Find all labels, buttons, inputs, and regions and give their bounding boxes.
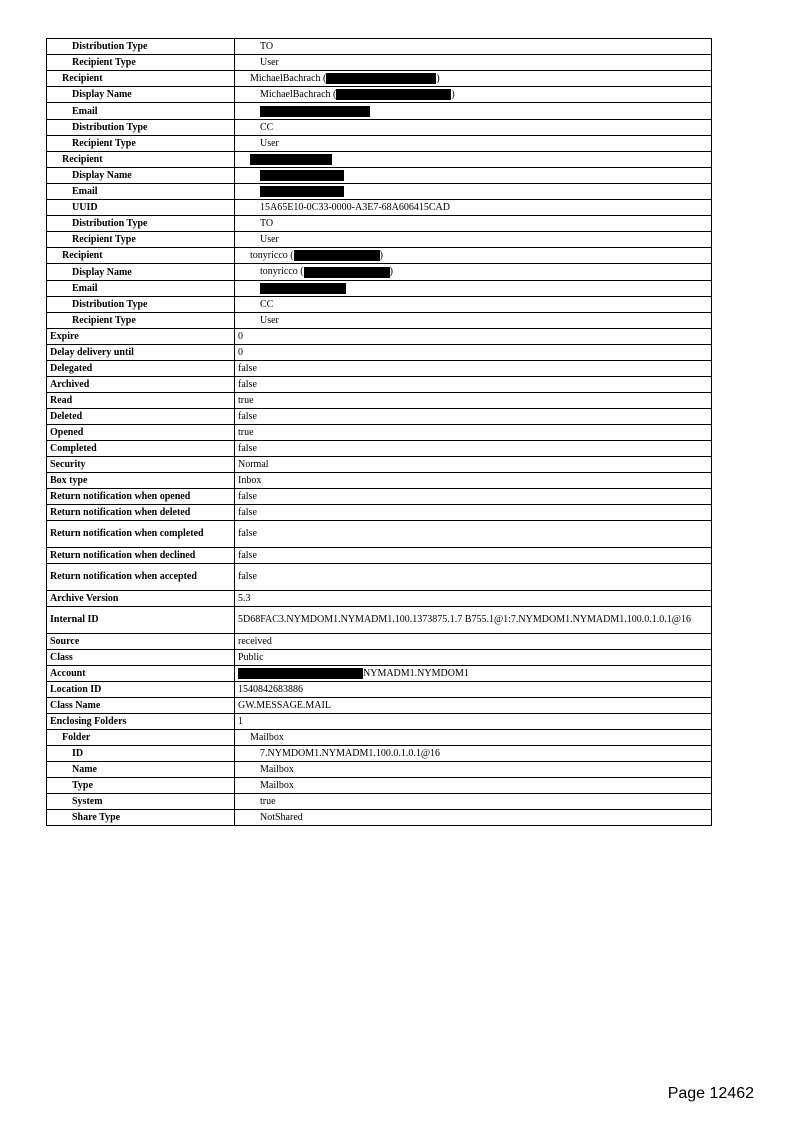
property-value: false <box>238 410 257 422</box>
property-row <box>47 665 712 681</box>
property-value: User <box>260 314 279 326</box>
property-value-cell <box>235 794 712 810</box>
property-row <box>47 184 712 200</box>
property-key: Recipient <box>47 151 235 167</box>
property-key: Display Name <box>47 167 235 183</box>
property-value: GW.MESSAGE.MAIL <box>238 700 331 712</box>
property-value-cell <box>235 488 712 504</box>
property-key: Share Type <box>47 810 235 826</box>
redaction-box <box>260 170 344 181</box>
property-row <box>47 488 712 504</box>
property-value: Mailbox <box>250 732 284 744</box>
property-key: System <box>47 794 235 810</box>
property-row <box>47 408 712 424</box>
property-value: Mailbox <box>260 764 294 776</box>
property-value-cell <box>235 547 712 563</box>
property-value-cell <box>235 264 712 280</box>
property-row <box>47 590 712 606</box>
property-key: Opened <box>47 424 235 440</box>
property-key: Expire <box>47 328 235 344</box>
property-value-cell <box>235 87 712 103</box>
property-key: Delay delivery until <box>47 344 235 360</box>
property-value: CC <box>260 298 274 310</box>
property-value: User <box>260 137 279 149</box>
property-row <box>47 810 712 826</box>
redaction-box <box>336 89 451 100</box>
property-key: Email <box>47 280 235 296</box>
redaction-box <box>260 186 344 197</box>
property-value-cell <box>235 504 712 520</box>
property-value-cell <box>235 456 712 472</box>
property-key: Name <box>47 762 235 778</box>
property-key: Distribution Type <box>47 39 235 55</box>
property-value: 7.NYMDOM1.NYMADM1.100.0.1.0.1@16 <box>260 748 441 760</box>
property-row <box>47 167 712 183</box>
property-value-cell <box>235 328 712 344</box>
property-row <box>47 216 712 232</box>
property-value: false <box>238 549 257 561</box>
property-key: Return notification when opened <box>47 488 235 504</box>
property-key: Internal ID <box>47 606 235 633</box>
property-key: Recipient Type <box>47 55 235 71</box>
property-value-cell <box>235 71 712 87</box>
property-value-cell <box>235 103 712 119</box>
property-row <box>47 55 712 71</box>
property-key: UUID <box>47 200 235 216</box>
property-value: TO <box>260 218 274 230</box>
property-key: Security <box>47 456 235 472</box>
property-row <box>47 264 712 280</box>
property-key: Email <box>47 184 235 200</box>
property-key: Delegated <box>47 360 235 376</box>
property-value-cell <box>235 39 712 55</box>
property-row <box>47 440 712 456</box>
property-value: User <box>260 57 279 68</box>
property-value: Inbox <box>238 474 262 486</box>
property-key: Recipient Type <box>47 312 235 328</box>
property-key: Email <box>47 103 235 119</box>
property-key: Source <box>47 633 235 649</box>
property-value-cell <box>235 200 712 216</box>
property-row <box>47 649 712 665</box>
property-row <box>47 119 712 135</box>
property-value-suffix: NYMADM1.NYMDOM1 <box>363 667 469 679</box>
property-row <box>47 39 712 55</box>
property-value-cell <box>235 296 712 312</box>
property-key: Archive Version <box>47 590 235 606</box>
property-value: tonyricco ( <box>250 250 294 262</box>
property-value-cell <box>235 184 712 200</box>
property-value-cell <box>235 312 712 328</box>
redaction-box <box>250 154 332 165</box>
property-row <box>47 376 712 392</box>
property-row <box>47 778 712 794</box>
property-row <box>47 328 712 344</box>
property-row <box>47 135 712 151</box>
property-value: 5.3 <box>238 592 251 604</box>
property-row <box>47 200 712 216</box>
property-row <box>47 520 712 547</box>
property-value-suffix: ) <box>451 89 455 101</box>
property-value: Mailbox <box>260 780 294 792</box>
property-row <box>47 563 712 590</box>
property-key: Read <box>47 392 235 408</box>
property-value: Public <box>238 651 264 663</box>
property-value: false <box>238 506 257 518</box>
property-row <box>47 280 712 296</box>
property-value: MichaelBachrach ( <box>250 73 327 84</box>
property-key: Distribution Type <box>47 216 235 232</box>
property-key: ID <box>47 746 235 762</box>
redaction-box <box>326 73 436 84</box>
property-row <box>47 698 712 714</box>
property-key: Return notification when completed <box>47 520 235 547</box>
property-value-cell <box>235 563 712 590</box>
property-value: User <box>260 234 279 246</box>
property-value: TO <box>260 41 274 52</box>
property-row <box>47 456 712 472</box>
property-key: Class Name <box>47 698 235 714</box>
property-key: Recipient <box>47 71 235 87</box>
property-value-cell <box>235 167 712 183</box>
property-row <box>47 472 712 488</box>
property-value-cell <box>235 360 712 376</box>
property-value-suffix: ) <box>379 250 383 262</box>
property-key: Folder <box>47 730 235 746</box>
property-row <box>47 232 712 248</box>
property-row <box>47 714 712 730</box>
property-row <box>47 296 712 312</box>
property-value-cell <box>235 376 712 392</box>
property-key: Completed <box>47 440 235 456</box>
property-key: Recipient <box>47 248 235 264</box>
property-value: true <box>260 796 276 808</box>
property-value-cell <box>235 344 712 360</box>
property-value-cell <box>235 424 712 440</box>
property-value-cell <box>235 810 712 826</box>
property-value: 15A65E10-0C33-0000-A3E7-68A606415CAD <box>260 202 450 214</box>
property-value-cell <box>235 232 712 248</box>
property-value: tonyricco ( <box>260 266 304 278</box>
property-key: Display Name <box>47 87 235 103</box>
property-value-cell <box>235 520 712 547</box>
property-value-cell <box>235 746 712 762</box>
property-value: 0 <box>238 346 243 358</box>
property-key: Type <box>47 778 235 794</box>
property-key: Deleted <box>47 408 235 424</box>
property-row <box>47 633 712 649</box>
property-value-cell <box>235 280 712 296</box>
property-value: false <box>238 528 257 540</box>
property-value-cell <box>235 408 712 424</box>
property-value: false <box>238 362 257 374</box>
property-row <box>47 360 712 376</box>
property-row <box>47 746 712 762</box>
redaction-box <box>294 250 380 261</box>
property-value-cell <box>235 472 712 488</box>
property-row <box>47 794 712 810</box>
property-value-cell <box>235 590 712 606</box>
property-row <box>47 312 712 328</box>
property-row <box>47 71 712 87</box>
property-key: Return notification when deleted <box>47 504 235 520</box>
property-value-cell <box>235 698 712 714</box>
property-value: MichaelBachrach ( <box>260 89 337 101</box>
property-value-cell <box>235 55 712 71</box>
redaction-box <box>238 668 363 679</box>
property-value: 5D68FAC3.NYMDOM1.NYMADM1.100.1373875.1.7 B755.1@1:7.NYMDOM1.NYMADM1.100.0.1.0.1@16 <box>238 614 691 626</box>
property-value-cell <box>235 119 712 135</box>
property-row <box>47 424 712 440</box>
property-value: Normal <box>238 458 269 470</box>
property-value-suffix: ) <box>389 266 393 278</box>
property-value: false <box>238 442 257 454</box>
property-key: Return notification when accepted <box>47 563 235 590</box>
property-row <box>47 504 712 520</box>
property-value-cell <box>235 151 712 167</box>
property-key: Distribution Type <box>47 119 235 135</box>
property-value-cell <box>235 762 712 778</box>
property-value-cell <box>235 714 712 730</box>
property-value-cell <box>235 633 712 649</box>
property-row <box>47 103 712 119</box>
property-value: false <box>238 571 257 583</box>
property-key: Location ID <box>47 682 235 698</box>
property-value-cell <box>235 135 712 151</box>
property-key: Recipient Type <box>47 232 235 248</box>
property-value: CC <box>260 121 274 133</box>
property-value: received <box>238 635 272 647</box>
property-row <box>47 730 712 746</box>
property-value-cell <box>235 440 712 456</box>
property-value: false <box>238 490 257 502</box>
property-row <box>47 606 712 633</box>
property-row <box>47 87 712 103</box>
property-value: true <box>238 426 254 438</box>
property-key: Enclosing Folders <box>47 714 235 730</box>
property-key: Box type <box>47 472 235 488</box>
property-key: Recipient Type <box>47 135 235 151</box>
properties-table <box>46 38 712 826</box>
property-row <box>47 392 712 408</box>
redaction-box <box>304 267 390 278</box>
property-value-suffix: ) <box>436 73 440 84</box>
properties-body <box>47 39 712 826</box>
redaction-box <box>260 283 346 294</box>
property-value: false <box>238 378 257 390</box>
property-row <box>47 682 712 698</box>
property-key: Account <box>47 665 235 681</box>
property-value-cell <box>235 649 712 665</box>
property-key: Display Name <box>47 264 235 280</box>
property-row <box>47 762 712 778</box>
property-value-cell <box>235 392 712 408</box>
property-value: 1 <box>238 716 243 728</box>
property-row <box>47 344 712 360</box>
property-value: 0 <box>238 330 243 342</box>
property-value-cell <box>235 665 712 681</box>
property-key: Class <box>47 649 235 665</box>
property-key: Distribution Type <box>47 296 235 312</box>
property-key: Archived <box>47 376 235 392</box>
property-value-cell <box>235 606 712 633</box>
property-value-cell <box>235 248 712 264</box>
page-number: Page 12462 <box>667 1085 754 1102</box>
property-row <box>47 547 712 563</box>
property-value: NotShared <box>260 812 303 824</box>
property-value-cell <box>235 730 712 746</box>
property-value: 1540842683886 <box>238 684 303 696</box>
property-key: Return notification when declined <box>47 547 235 563</box>
property-value-cell <box>235 682 712 698</box>
property-value: true <box>238 394 254 406</box>
property-value-cell <box>235 778 712 794</box>
property-row <box>47 151 712 167</box>
redaction-box <box>260 106 370 117</box>
property-value-cell <box>235 216 712 232</box>
property-row <box>47 248 712 264</box>
